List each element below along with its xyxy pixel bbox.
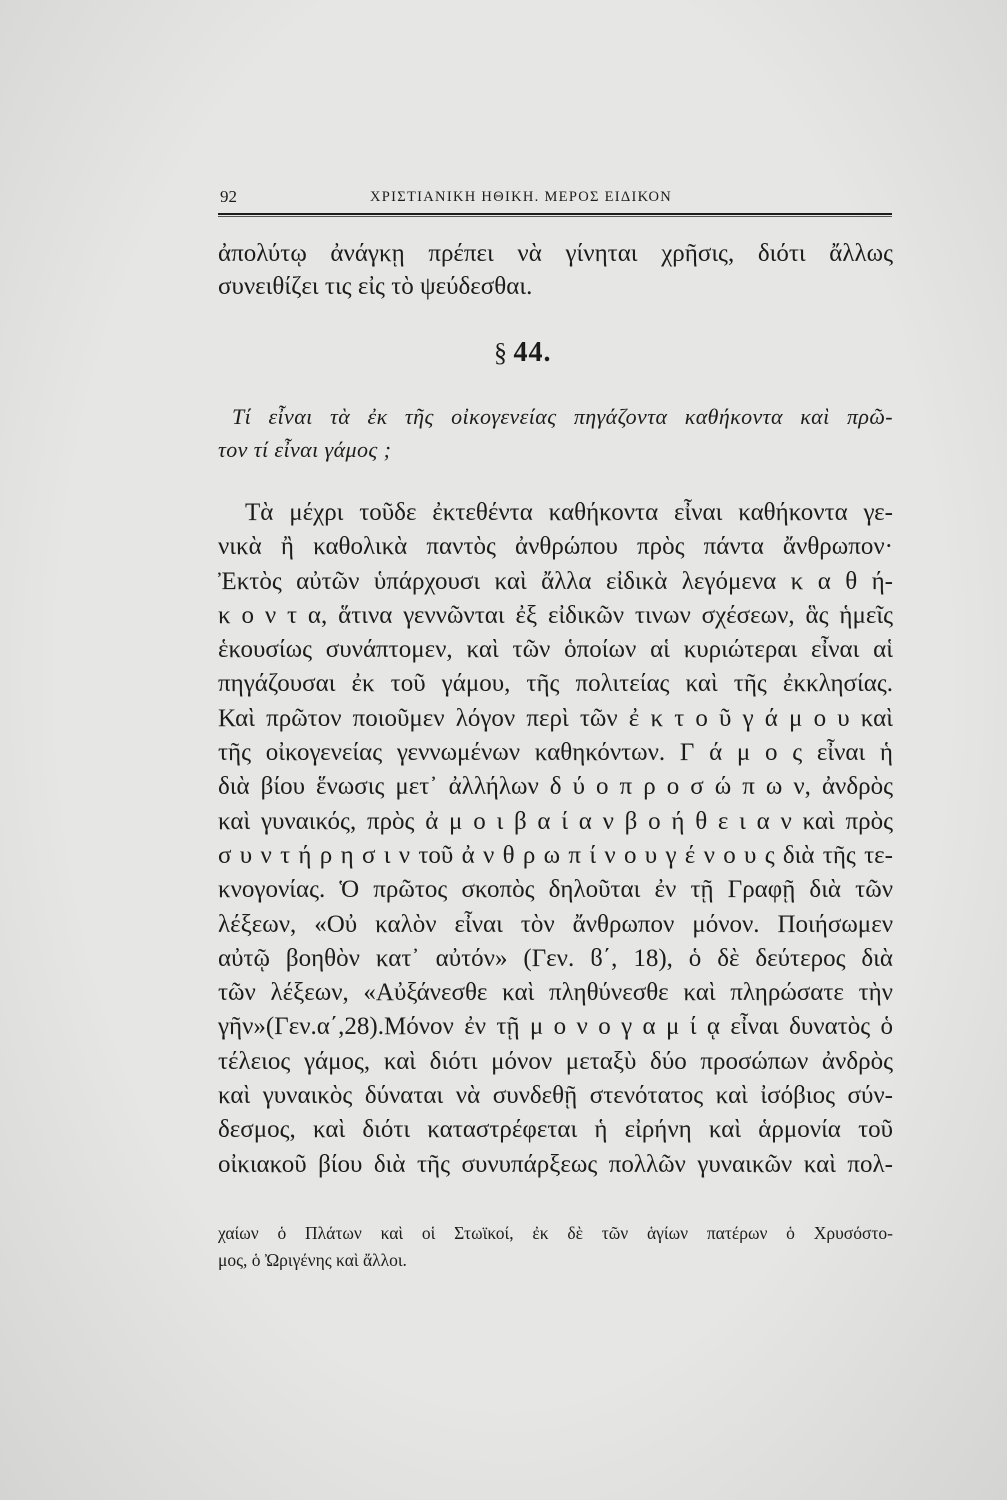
text-line: δεσμος, καὶ διότι καταστρέφεται ἡ εἰρήνη καὶ ἁρμονία τοῦ bbox=[218, 1116, 893, 1144]
text-line: τῶν λέξεων, «Αὐξάνεσθε καὶ πληθύνεσθε καὶ πληρώσατε τὴν bbox=[218, 979, 893, 1007]
footnote-line: χαίων ὁ Πλάτων καὶ οἱ Στωϊκοί, ἐκ δὲ τῶν ἁγίων πατέρων ὁ Χρυσόστο- bbox=[218, 1223, 893, 1243]
text-line: καὶ γυναικὸς δύναται νὰ συνδεθῇ στενότατος καὶ ἰσόβιος σύν- bbox=[218, 1082, 893, 1110]
section-question bbox=[218, 400, 893, 466]
section-number: 44. bbox=[513, 337, 552, 368]
text-line: αὐτῷ βοηθὸν κατ᾽ αὐτόν» (Γεν. ϐ΄, 18), ὁ δὲ δεύτερος διὰ bbox=[218, 944, 893, 972]
header-rule bbox=[218, 213, 892, 217]
intro-paragraph bbox=[218, 237, 893, 303]
text-line: γῆν»(Γεν.α΄,28).Μόνον ἐν τῇ μ ο ν ο γ α μ ί ᾳ εἶναι δυνατὸς ὁ bbox=[218, 1013, 893, 1041]
question-line: τον τί εἶναι γάμος ; bbox=[218, 437, 392, 462]
text-line: ἑκουσίως συνάπτομεν, καὶ τῶν ὁποίων αἱ κυριώτεραι εἶναι αἱ bbox=[218, 636, 893, 664]
text-line: συνειθίζει τις εἰς τὸ ψεύδεσθαι. bbox=[218, 273, 533, 300]
running-head-title: ΧΡΙΣΤΙΑΝΙΚΗ ΗΘΙΚΗ. ΜΕΡΟΣ ΕΙΔΙΚΟΝ bbox=[370, 189, 672, 205]
text-line: Καὶ πρῶτον ποιοῦμεν λόγον περὶ τῶν ἐ κ τ ο ῦ γ ά μ ο υ καὶ bbox=[218, 704, 893, 732]
running-head bbox=[218, 186, 893, 208]
page-number: 92 bbox=[220, 187, 237, 206]
section-symbol: § bbox=[494, 338, 507, 367]
text-line: ἀπολύτῳ ἀνάγκῃ πρέπει νὰ γίνηται χρῆσις, διότι ἄλλως bbox=[218, 240, 893, 267]
text-line: οἰκιακοῦ βίου διὰ τῆς συνυπάρξεως πολλῶν γυναικῶν καὶ πολ- bbox=[218, 1150, 893, 1178]
text-line: κ ο ν τ α, ἅτινα γεννῶνται ἐξ εἰδικῶν τινων σχέσεων, ἃς ἡμεῖς bbox=[218, 601, 893, 629]
section-heading bbox=[494, 336, 584, 370]
text-line: τέλειος γάμος, καὶ διότι μόνον μεταξὺ δύο προσώπων ἀνδρὸς bbox=[218, 1047, 893, 1075]
question-line: Τί εἶναι τὰ ἐκ τῆς οἰκογενείας πηγάζοντα καθήκοντα καὶ πρῶ- bbox=[232, 404, 893, 429]
text-line: νικὰ ἢ καθολικὰ παντὸς ἀνθρώπου πρὸς πάντα ἄνθρωπον· bbox=[218, 533, 893, 561]
body-paragraph bbox=[218, 496, 893, 1182]
text-line: Τὰ μέχρι τοῦδε ἐκτεθέντα καθήκοντα εἶναι καθήκοντα γε- bbox=[245, 499, 893, 526]
text-line: Ἐκτὸς αὐτῶν ὑπάρχουσι καὶ ἄλλα εἰδικὰ λεγόμενα κ α θ ή- bbox=[218, 567, 893, 595]
text-line: κνογονίας. Ὁ πρῶτος σκοπὸς δηλοῦται ἐν τῇ Γραφῇ διὰ τῶν bbox=[218, 876, 893, 904]
text-line: διὰ βίου ἕνωσις μετ᾽ ἀλλήλων δ ύ ο π ρ ο σ ώ π ω ν, ἀνδρὸς bbox=[218, 773, 893, 801]
footnote-line: μος, ὁ Ὠριγένης καὶ ἄλλοι. bbox=[218, 1250, 407, 1270]
text-line: καὶ γυναικός, πρὸς ἀ μ ο ι β α ί α ν β ο ή θ ε ι α ν καὶ πρὸς bbox=[218, 807, 893, 835]
text-line: πηγάζουσαι ἐκ τοῦ γάμου, τῆς πολιτείας καὶ τῆς ἐκκλησίας. bbox=[218, 670, 893, 698]
text-line: τῆς οἰκογενείας γεννωμένων καθηκόντων. Γ ά μ ο ς εἶναι ἡ bbox=[218, 739, 893, 767]
text-line: λέξεων, «Οὐ καλὸν εἶναι τὸν ἄνθρωπον μόνον. Ποιήσωμεν bbox=[218, 910, 893, 938]
footnote bbox=[218, 1220, 893, 1274]
text-line: σ υ ν τ ή ρ η σ ι ν τοῦ ἀ ν θ ρ ω π ί ν ο υ γ έ ν ο υ ς διὰ τῆς τε- bbox=[218, 841, 893, 869]
